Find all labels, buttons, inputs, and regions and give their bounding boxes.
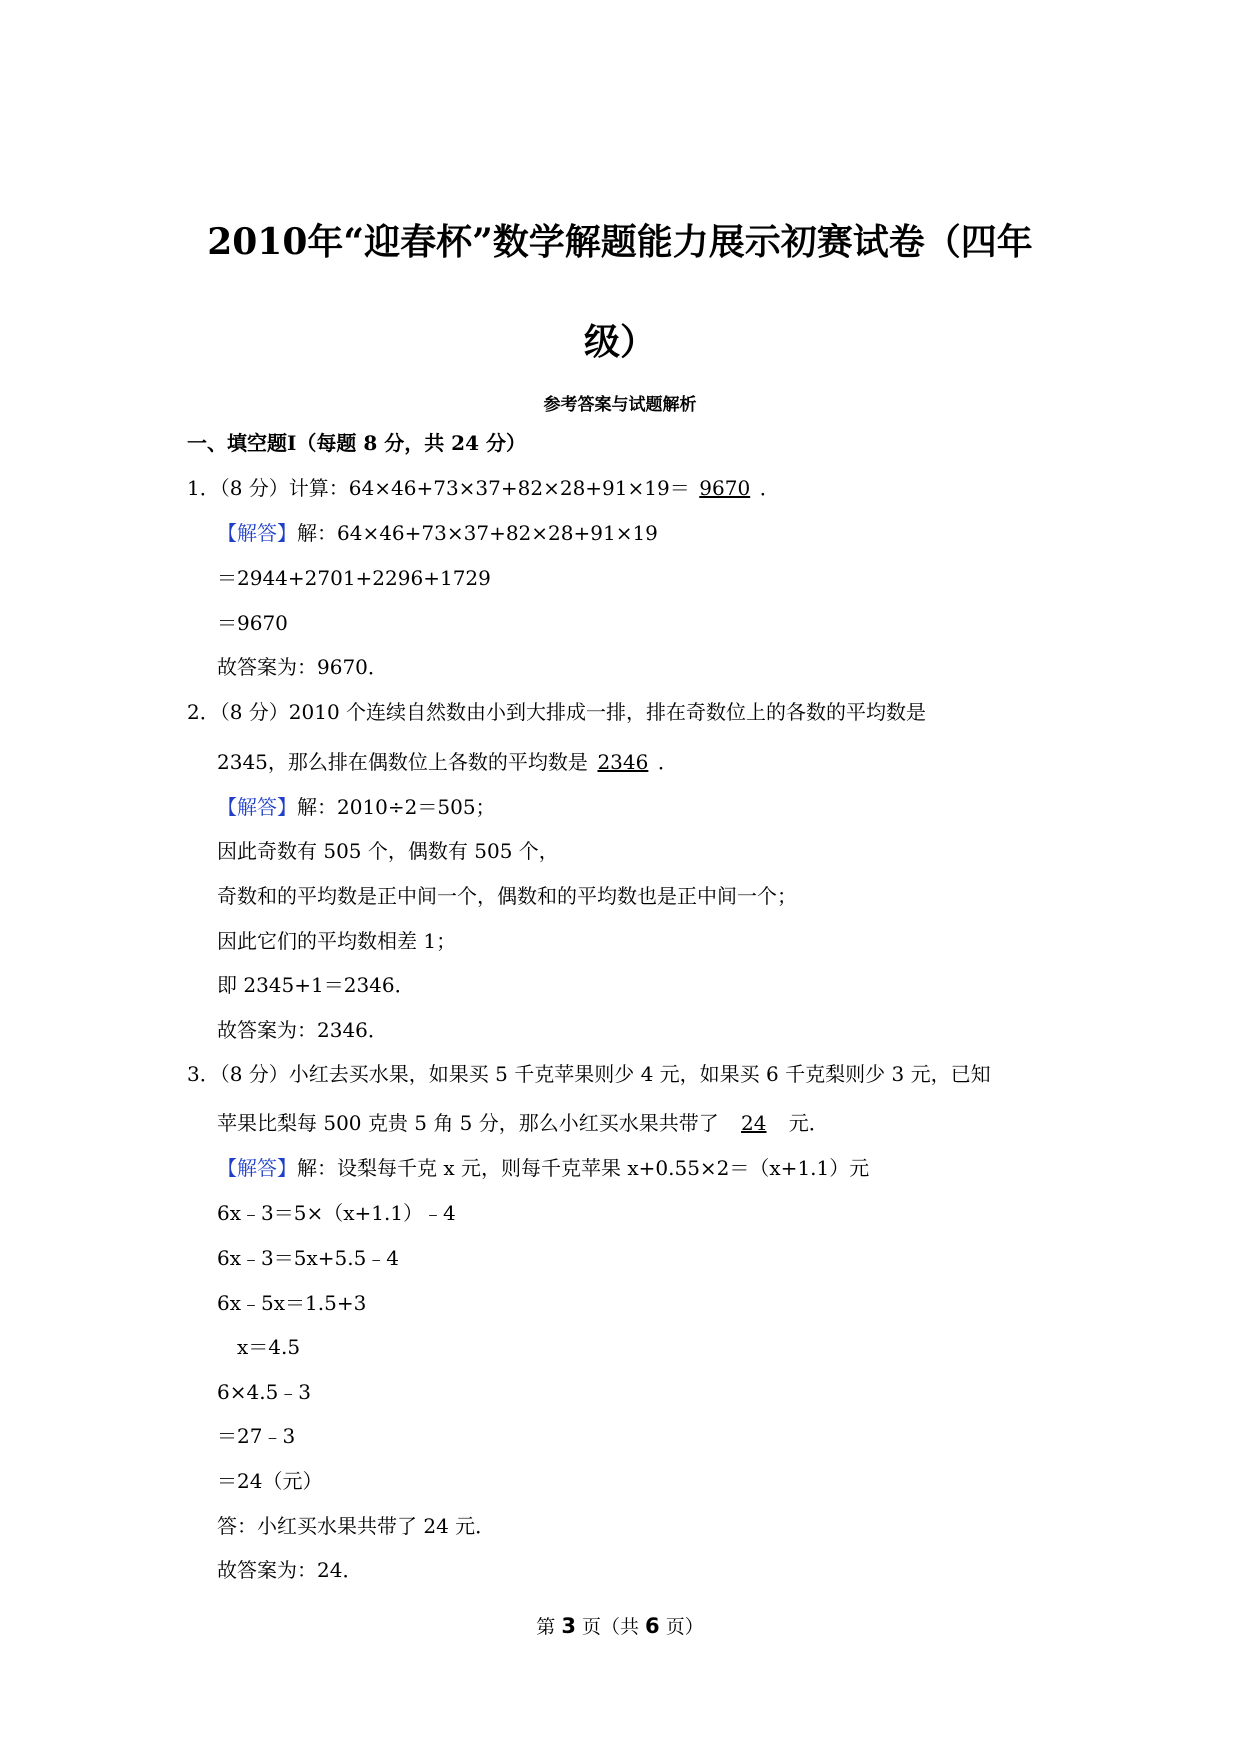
footer-prefix: 第: [536, 1616, 556, 1638]
question-3-text: 苹果比梨每 500 克贵 5 角 5 分，那么小红买水果共带了: [217, 1111, 719, 1135]
solution-step: ＝9670: [217, 611, 288, 635]
page-title-line2: 级）: [583, 321, 656, 363]
footer-suffix: 页）: [665, 1616, 704, 1638]
solution-step: 因此奇数有 505 个，偶数有 505 个，: [217, 839, 559, 863]
question-2-text: 2345，那么排在偶数位上各数的平均数是: [217, 750, 588, 774]
solution-step: 因此它们的平均数相差 1；: [217, 929, 457, 953]
solution-step: 6x﹣3＝5×（x+1.1）﹣4: [217, 1201, 456, 1225]
page-subtitle: 参考答案与试题解析: [543, 395, 697, 415]
page-title-line1: 2010年“迎春杯”数学解题能力展示初赛试卷（四年: [207, 221, 1033, 263]
solution-text: 解：64×46+73×37+82×28+91×19: [297, 521, 658, 545]
solution-step: 6x﹣3＝5x+5.5﹣4: [217, 1246, 400, 1270]
solution-step: 故答案为：9670．: [217, 655, 388, 679]
page-footer: [0, 1612, 1240, 1639]
solution-step: ＝24（元）: [217, 1469, 323, 1493]
solution-tag: 【解答】: [217, 1156, 297, 1180]
solution-step: 6x﹣5x＝1.5+3: [217, 1291, 367, 1315]
question-3-solution: [217, 1155, 869, 1181]
solution-step: 故答案为：2346．: [217, 1018, 388, 1042]
question-2-answer-blank: 2346: [597, 750, 649, 774]
solution-text: 解：设梨每千克 x 元，则每千克苹果 x+0.55×2＝（x+1.1）元: [297, 1156, 870, 1180]
solution-step: 故答案为：24．: [217, 1558, 363, 1582]
question-1-text: 1．（8 分）计算：64×46+73×37+82×28+91×19＝: [187, 476, 690, 500]
question-2-suffix: ．: [657, 750, 678, 774]
solution-tag: 【解答】: [217, 521, 297, 545]
question-1-solution: [217, 520, 658, 546]
solution-step: 奇数和的平均数是正中间一个，偶数和的平均数也是正中间一个；: [217, 884, 797, 908]
question-2-solution: [217, 794, 496, 820]
solution-step: 6×4.5﹣3: [217, 1380, 312, 1404]
section-heading-fill-blank: 一、填空题Ⅰ（每题 8 分，共 24 分）: [187, 431, 526, 455]
question-2-line2: [217, 749, 678, 775]
solution-step: 答：小红买水果共带了 24 元．: [217, 1514, 496, 1538]
question-3-suffix: 元．: [788, 1111, 829, 1135]
solution-step: ＝2944+2701+2296+1729: [217, 566, 491, 590]
solution-text: 解：2010÷2＝505；: [297, 795, 496, 819]
question-3-answer-blank: 24: [741, 1111, 767, 1135]
question-1-answer-blank: 9670: [699, 476, 751, 500]
solution-step: 即 2345+1＝2346．: [217, 973, 415, 997]
solution-step: ＝27﹣3: [217, 1424, 296, 1448]
question-3-line1: 3．（8 分）小红去买水果，如果买 5 千克苹果则少 4 元，如果买 6 千克梨则少 3 元，已知: [187, 1062, 991, 1086]
question-1-suffix: ．: [759, 476, 780, 500]
question-2-line1: 2．（8 分）2010 个连续自然数由小到大排成一排，排在奇数位上的各数的平均数是: [187, 700, 927, 724]
question-3-line2: [217, 1110, 829, 1136]
solution-step: x＝4.5: [237, 1335, 301, 1359]
footer-total-pages: 6: [645, 1614, 660, 1638]
solution-tag: 【解答】: [217, 795, 297, 819]
footer-middle: 页（共: [581, 1616, 639, 1638]
footer-page-number: 3: [561, 1614, 576, 1638]
question-1: [187, 475, 780, 501]
